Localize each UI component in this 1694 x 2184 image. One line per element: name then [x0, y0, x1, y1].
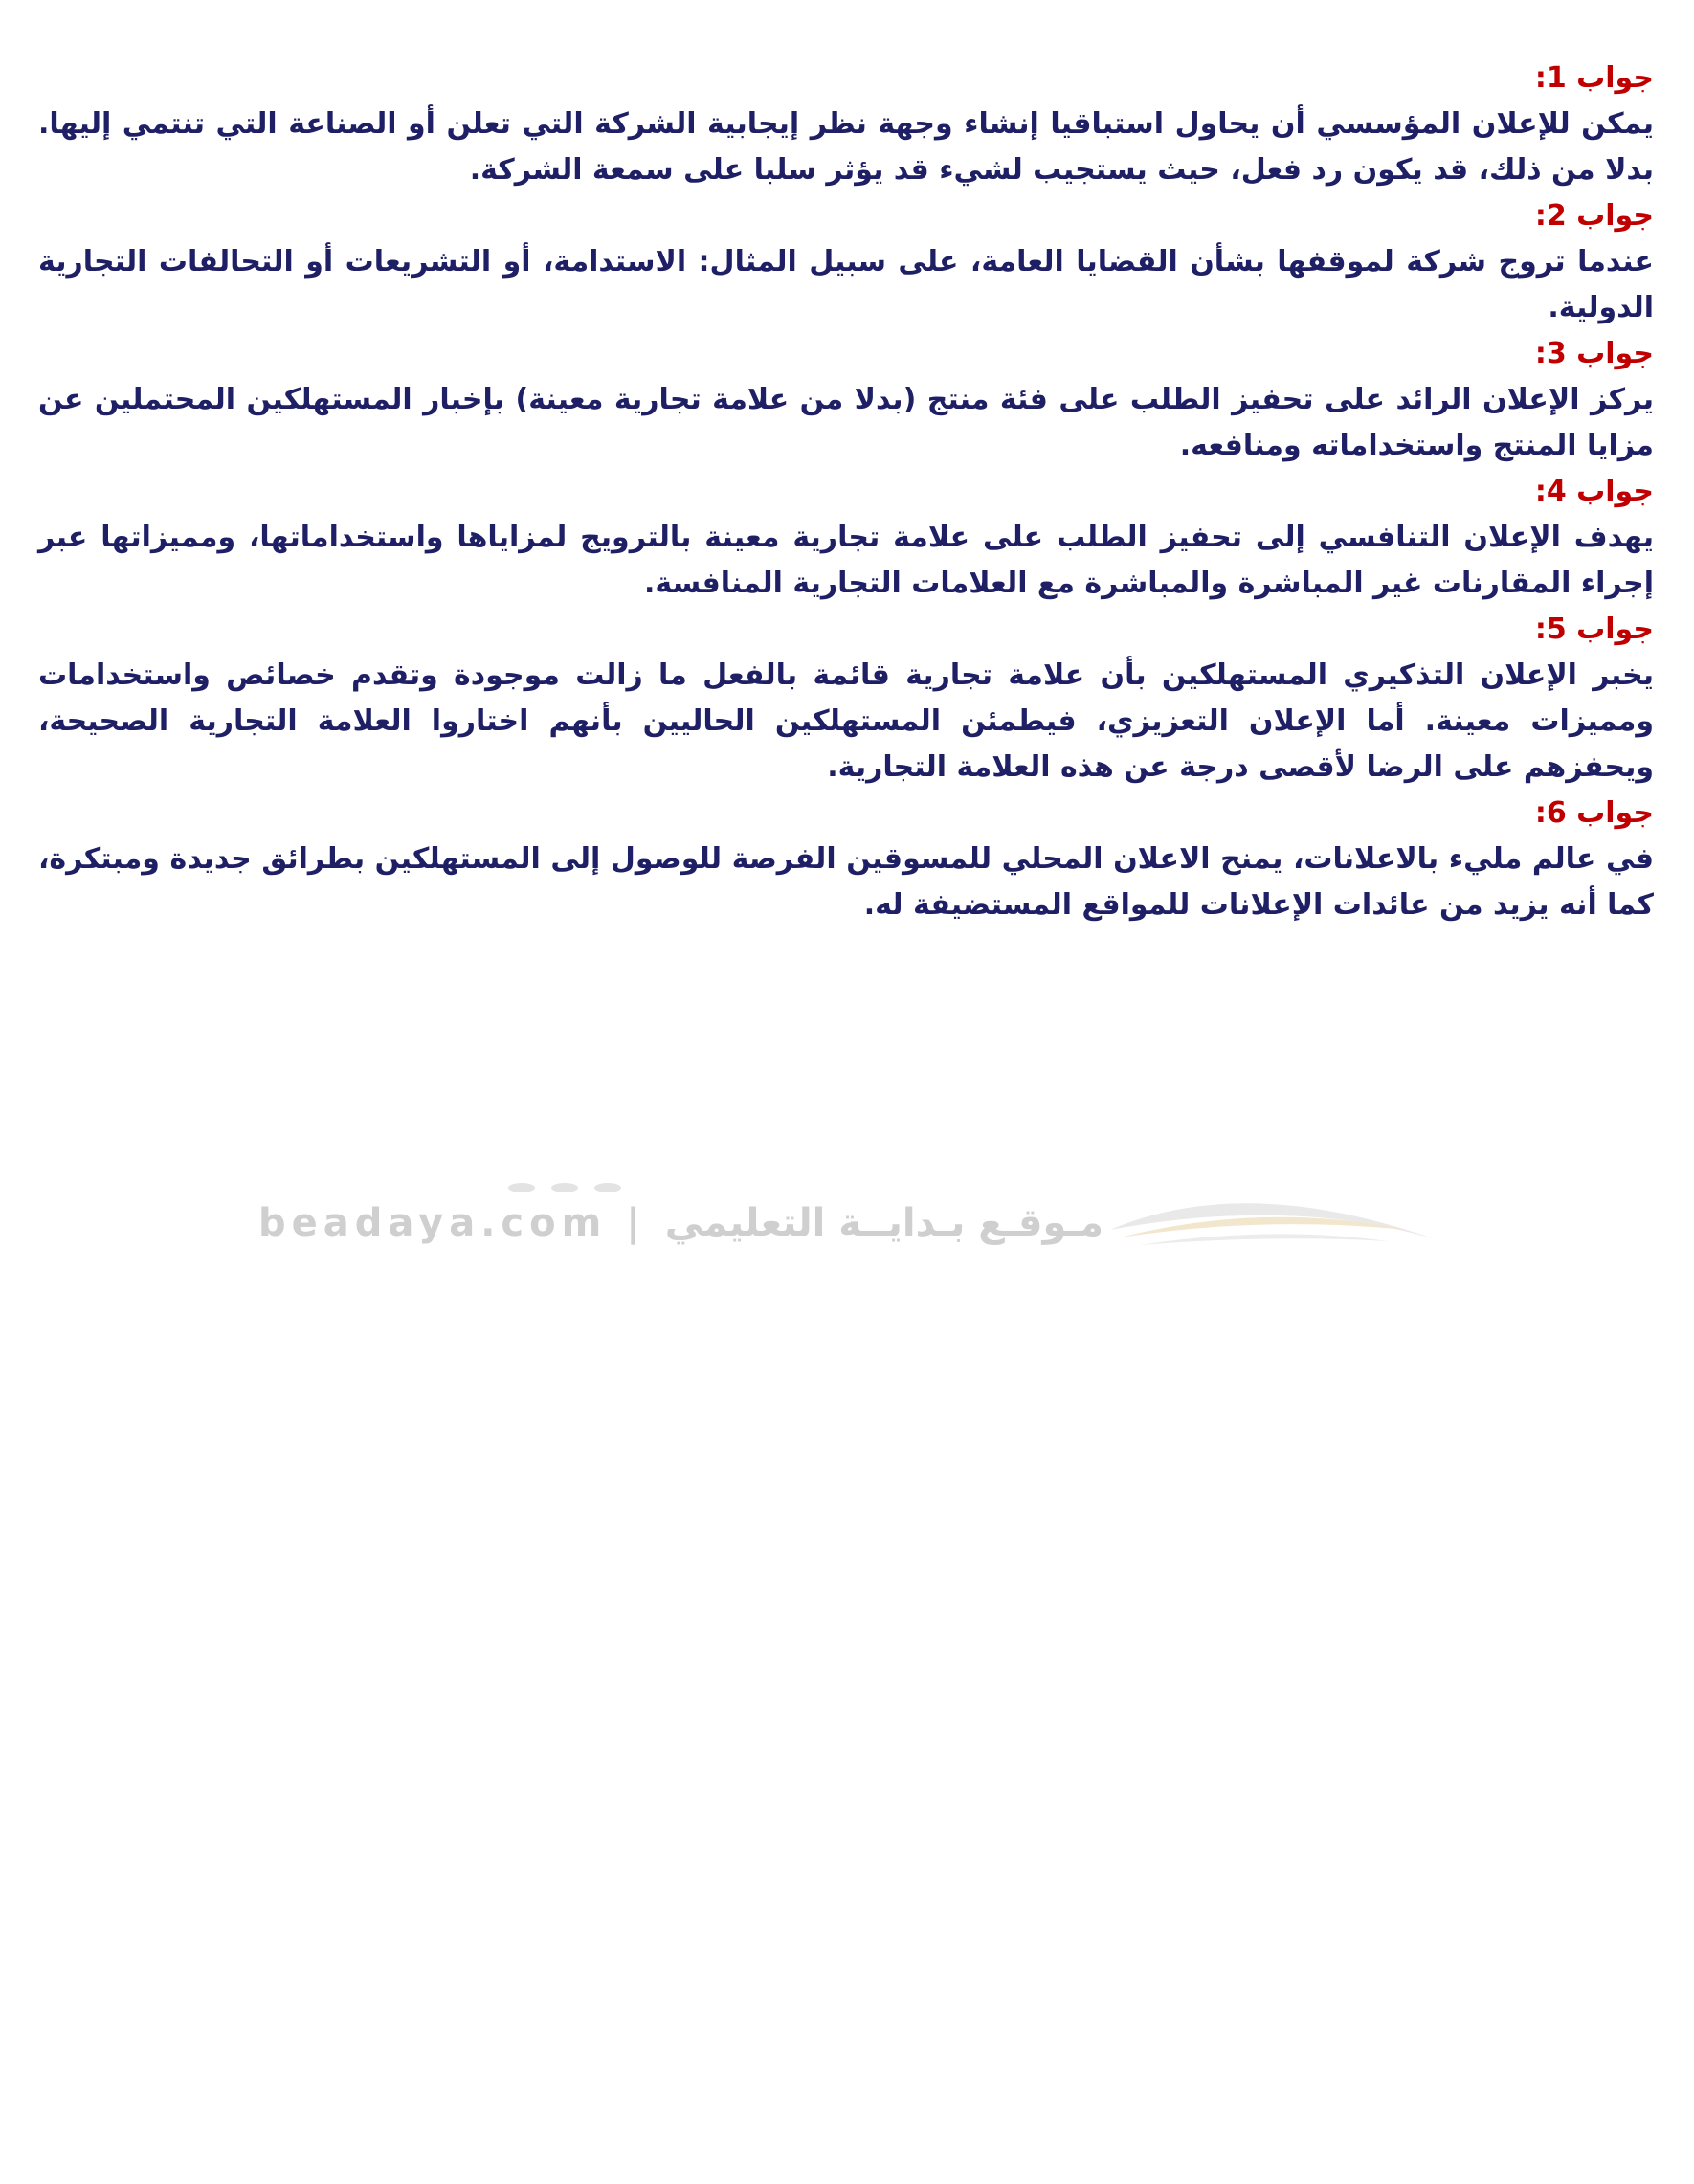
swoosh-logo-icon: [1101, 1182, 1445, 1268]
answer-1: [38, 56, 1654, 193]
answer-6: [38, 791, 1654, 928]
answer-heading: جواب 6:: [1534, 796, 1654, 830]
answer-3: [38, 331, 1654, 469]
answer-heading: جواب 3:: [1534, 337, 1654, 370]
answer-body: عندما تروج شركة لموقفها بشأن القضايا العامة، على سبيل المثال: الاستدامة، أو التشريعات أو التحالفات التجارية الدولية.: [38, 245, 1654, 324]
answer-heading: جواب 4:: [1534, 475, 1654, 508]
answer-5: [38, 607, 1654, 791]
site-watermark: [258, 1182, 1445, 1268]
watermark-text: beadaya.com | مـوقـع بـدايــة التعليمي: [258, 1201, 1104, 1245]
answer-body: في عالم مليء بالاعلانات، يمنح الاعلان المحلي للمسوقين الفرصة للوصول إلى المستهلكين بطرائق جديدة ومبتكرة، كما أنه يزيد من عائدات الإعلانات للمواقع المستضيفة له.: [38, 842, 1654, 922]
answer-heading: جواب 2:: [1534, 199, 1654, 233]
answer-4: [38, 469, 1654, 607]
watermark-dots-icon: [507, 1182, 622, 1201]
answer-heading: جواب 1:: [1534, 61, 1654, 95]
answer-body: يهدف الإعلان التنافسي إلى تحفيز الطلب على علامة تجارية معينة بالترويج لمزاياها واستخداماتها، ومميزاتها عبر إجراء المقارنات غير المباشرة والمباشرة مع العلامات التجارية المنافسة.: [38, 521, 1654, 600]
answer-body: يخبر الإعلان التذكيري المستهلكين بأن علامة تجارية قائمة بالفعل ما زالت موجودة وتقدم خصائص واستخدامات ومميزات معينة. أما الإعلان التعزيزي، فيطمئن المستهلكين الحاليين بأنهم اختاروا العلامة التجارية الصحيحة، ويحفزهم على الرضا لأقصى درجة عن هذه العلامة التجارية.: [38, 658, 1654, 784]
answers-document: [38, 56, 1654, 928]
answer-body: يمكن للإعلان المؤسسي أن يحاول استباقيا إنشاء وجهة نظر إيجابية الشركة التي تعلن أو الصناعة التي تنتمي إليها. بدلا من ذلك، قد يكون رد فعل، حيث يستجيب لشيء قد يؤثر سلبا على سمعة الشركة.: [38, 107, 1654, 187]
answer-body: يركز الإعلان الرائد على تحفيز الطلب على فئة منتج (بدلا من علامة تجارية معينة) بإخبار المستهلكين المحتملين عن مزايا المنتج واستخداماته ومنافعه.: [38, 383, 1654, 462]
answer-2: [38, 193, 1654, 331]
answer-heading: جواب 5:: [1534, 613, 1654, 646]
